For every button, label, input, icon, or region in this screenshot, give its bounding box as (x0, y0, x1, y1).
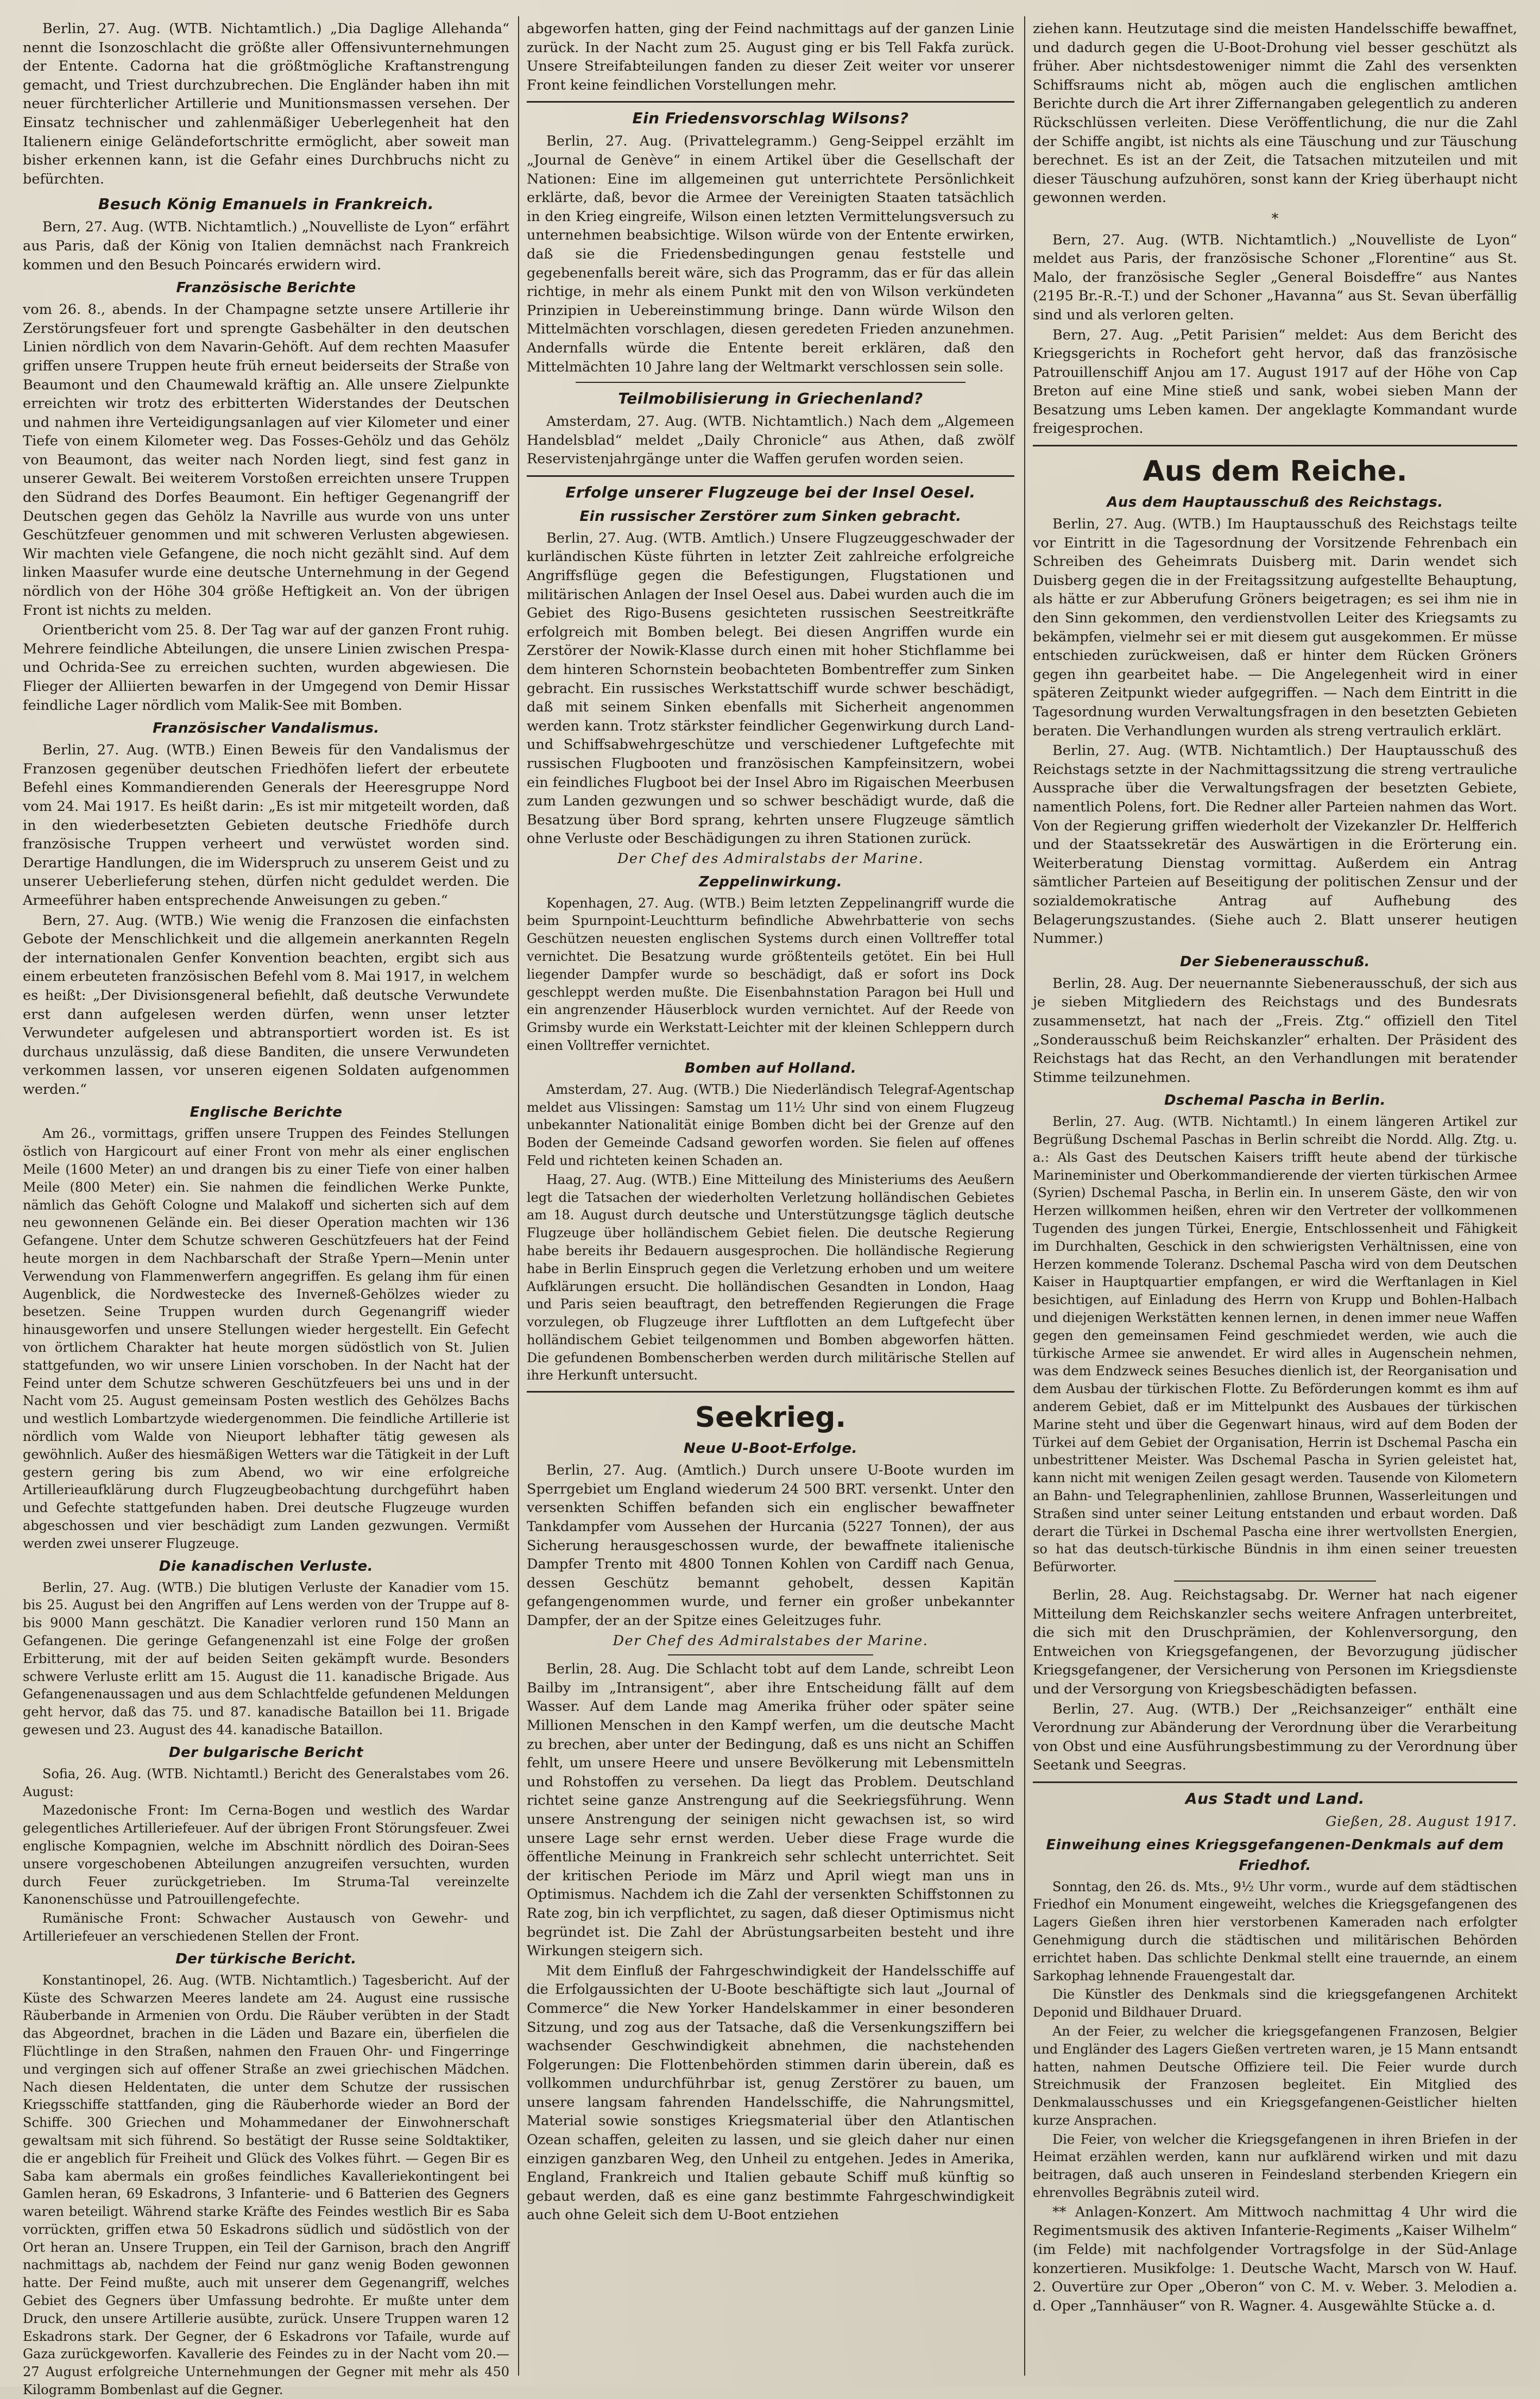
article-paragraph: Orientbericht vom 25. 8. Der Tag war auf der ganzen Front ruhig. Mehrere feindliche Abteilungen, die unsere Linien zwischen Prespa- und Ochrida-See zu erreichen suchten, wurden abgewiesen. Die Flieger der Alliierten bewarfen in der Umgegend von Demir Hissar feindliche Lager nördlich vom Malik-See mit Bomben. (23, 622, 509, 714)
article-paragraph: Rumänische Front: Schwacher Austausch von Gewehr- und Artilleriefeuer an verschiedenen Stellen der Front. (23, 1911, 509, 1944)
article-paragraph: vom 26. 8., abends. In der Champagne setzte unsere Artillerie ihr Zerstörungsfeuer fort und sprengte Gasbehälter in den deutschen Linien nördlich von dem Navarin-Gehöft. Auf dem rechten Maasufer griffen unsere Truppen heute früh erneut beiderseits der Straße von Beaumont und den Chaumewald kräftig an. Alle unsere Zielpunkte erreichten wir trotz des erbitterten Widerstandes der Deutschen und nahmen ihre Verteidigungsanlagen auf vier Kilometer und einer Tiefe von einem Kilometer weg. Das Fosses-Gehölz und das Gehölz von Beaumont, das weiter nach Norden liegt, sind fest ganz in unserer Gewalt. Bei weiterem Vorstoßen erreichten unsere Truppen den Südrand des Dorfes Beaumont. Ein heftiger Gegenangriff der Deutschen gegen das Gehölz la Navrille aus wurde von uns unter Geschützfeuer genommen und mit schweren Verlusten abgewiesen. Wir machten viele Gefangene, die noch nicht gezählt sind. Auf dem linken Maasufer wurde eine deutsche Unternehmung in der Gegend nördlich von der Höhe 304 größe Heftigkeit an. Von der übrigen Front ist nichts zu melden. (23, 301, 509, 619)
article-paragraph: Kopenhagen, 27. Aug. (WTB.) Beim letzten Zeppelinangriff wurde die beim Spurnpoint-Leuchtturm befindliche Abwehrbatterie von sechs Geschützen neuesten englischen Systems durch einen Volltreffer total vernichtet. Die Besatzung wurde größtenteils getötet. Ein bei Hull liegender Dampfer wurde so beschädigt, daß er sofort ins Dock geschleppt werden mußte. Die Eisenbahnstation Paragon bei Hull und ein angrenzender Häuserblock wurden vernichtet. Auf der Reede von Grimsby wurde ein Werkstatt-Leichter mit der kleinen Schleppern durch einen Volltreffer vernichtet. (527, 895, 1014, 1053)
article-paragraph: Die Künstler des Denkmals sind die kriegsgefangenen Architekt Deponid und Bildhauer Druard. (1033, 1987, 1517, 2020)
section-heading: Teilmobilisierung in Griechenland? (618, 389, 923, 408)
dateline: Gießen, 28. August 1917. (1325, 1813, 1517, 1830)
article-paragraph: Bern, 27. Aug. (WTB. Nichtamtlich.) „Nouvelliste de Lyon“ meldet aus Paris, der französische Schoner „Florentine“ aus St. Malo, der französische Segler „General Boisdeffre“ aus Nantes (2195 Br.-R.-T.) und der Schoner „Havanna“ aus St. Sevan überfällig sind und als verloren gelten. (1033, 231, 1517, 323)
separator-star: * (1271, 210, 1279, 227)
article-paragraph: Berlin, 27. Aug. (WTB. Nichtamtl.) In einem längeren Artikel zur Begrüßung Dschemal Paschas in Berlin schreibt die Nordd. Allg. Ztg. u. a.: Als Gast des Deutschen Kaisers trifft heute abend der türkische Marineminister und Oberkommandierende der vierten türkischen Armee (Syrien) Dschemal Pascha, in Berlin ein. In unserem Gäste, den wir von Herzen willkommen heißen, ehren wir den Vertreter der vollkommenen Tugenden des jungen Türkei, Energie, Entschlossenheit und Fähigkeit im Durchhalten, Geschick in den schwierigsten Verhältnissen, eine von Herzen kommende Toleranz. Dschemal Pascha wird von dem Deutschen Kaiser in Hauptquartier empfangen, er wird die Werftanlagen in Kiel besichtigen, auf Einladung des Herrn von Krupp und Bohlen-Halbach und diejenigen Werkstätten kennen lernen, in denen immer neue Waffen gegen den gemeinsamen Feind geschmiedet werden, wie auch die türkische Armee sie anwendet. Er wird alles in Augenschein nehmen, was dem Endzweck seines Besuches dienlich ist, der Reorganisation und dem Ausbau der türkischen Flotte. Zu Beförderungen kommt es ihm auf anderem Gebiet, daß er im Mittelpunkt des Ausbaues der türkischen Marine steht und über die Gegenwart hinaus, wird auf dem Boden der Türkei auf dem Gebiet der Organisation, Herrin ist Dschemal Pascha ein unbestrittener Meister. Was Dschemal Pascha in Syrien geleistet hat, kann nicht mit wenigen Zeilen gesagt werden. Tausende von Kilometern an Bahn- und Telegraphenlinien, zahllose Brunnen, Wasserleitungen und Straßen sind unter seiner Leitung entstanden und erbaut worden. Daß derart die Türkei in Dschemal Pascha eine ihrer wertvollsten Energien, so hat das deutsch-türkische Bündnis in ihm einen seiner treuesten Befürworter. (1033, 1114, 1517, 1575)
section-heading: Der bulgarische Bericht (168, 1744, 364, 1761)
section-heading: Französische Berichte (176, 280, 356, 297)
divider (576, 382, 965, 383)
column-rule (518, 16, 519, 2376)
divider (527, 475, 1014, 477)
section-subheading: Neue U-Boot-Erfolge. (683, 1440, 858, 1457)
article-paragraph: Haag, 27. Aug. (WTB.) Eine Mitteilung des Ministeriums des Aeußern legt die Tatsachen der wiederholten Verletzung holländischen Gebietes am 18. August durch deutsche und Unterstützungsge täglich deutsche Flugzeuge über holländischem Gebiet fielen. Die deutsche Regierung habe bereits ihr Bedauern ausgesprochen. Die holländische Regierung habe in Berlin Einspruch gegen die Verletzung erhoben und um weitere Aufklärungen ersucht. Die holländischen Gesandten in London, Haag und Paris seien beauftragt, den betreffenden Regierungen die Frage vorzulegen, ob Flugzeuge ihrer Luftflotten an dem Luftgefecht über holländischem Gebiet teilgenommen und Bomben abgeworfen hätten. Die gefundenen Bombenscherben werden durch militärische Stellen auf ihre Herkunft untersucht. (527, 1172, 1014, 1383)
article-paragraph: Bern, 27. Aug. „Petit Parisien“ meldet: Aus dem Bericht des Kriegsgerichts in Rochefort geht hervor, daß das französische Patrouillenschiff Anjou am 17. August 1917 auf der Höhe von Cap Breton auf eine Mine stieß und sank, wobei sieben Mann der Besatzung ums Leben kamen. Der angeklagte Kommandant wurde freigesprochen. (1033, 326, 1517, 437)
section-heading: Besuch König Emanuels in Frankreich. (98, 195, 434, 213)
article-paragraph: Berlin, 27. Aug. (WTB. Nichtamtlich.) Der Hauptausschuß des Reichstags setzte in der Nachmittagssitzung die streng vertrauliche Aussprache über die Verwaltungsfragen der besetzten Gebiete, namentlich Polens, fort. Die Redner aller Parteien nahmen das Wort. Von der Regierung griffen wiederholt der Vizekanzler Dr. Helfferich und der Staatssekretär des Auswärtigen in die Erörterung ein. Weiterberatung Dienstag vormittag. Außerdem ein Antrag sämtlicher Parteien auf Beseitigung der politischen Zensur und der sozialdemokratische Antrag auf Aufhebung des Belagerungszustandes. (Siehe auch 2. Blatt unserer heutigen Nummer.) (1033, 742, 1517, 947)
article-paragraph: Berlin, 28. Aug. Der neuernannte Siebenerausschuß, der sich aus je sieben Mitgliedern des Reichstags und des Bundesrats zusammensetzt, hat nach der „Freis. Ztg.“ offiziell den Titel „Sonderausschuß beim Reichskanzler“ erhalten. Der Präsident des Reichstags hat das Recht, an den Verhandlungen mit beratender Stimme teilzunehmen. (1033, 975, 1517, 1086)
divider (527, 1391, 1014, 1393)
divider (527, 101, 1014, 103)
article-paragraph: Bern, 27. Aug. (WTB.) Wie wenig die Franzosen die einfachsten Gebote der Menschlichkeit und die allgemein anerkannten Regeln der internationalen Genfer Konvention beachten, ergibt sich aus einem erbeuteten französischen Befehl vom 8. Mai 1917, in welchem es heißt: „Der Divisionsgeneral befiehlt, daß deutsche Verwundete erst dann aufgelesen werden dürfen, wenn unser letzter Verwundeter aufgelesen und abtransportiert worden ist. Es ist durchaus unzulässig, daß diese Banditen, die unsere Verwundeten verkommen lassen, vor unseren eigenen Soldaten aufgenommen werden.“ (23, 912, 509, 1098)
article-paragraph: Sonntag, den 26. ds. Mts., 9½ Uhr vorm., wurde auf dem städtischen Friedhof ein Monument eingeweiht, welches die Kriegsgefangenen des Lagers Gießen ihren hier verstorbenen Kameraden nach erfolgter Genehmigung durch die städtischen und militärischen Behörden errichtet haben. Das schlichte Denkmal stellt eine trauernde, an einem Sarkophag lehnende Frauengestalt dar. (1033, 1879, 1517, 1984)
article-paragraph: ** Anlagen-Konzert. Am Mittwoch nachmittag 4 Uhr wird die Regimentsmusik des aktiven Infanterie-Regiments „Kaiser Wilhelm“ (im Felde) mit nachfolgender Vortragsfolge in der Süd-Anlage konzertieren. Musikfolge: 1. Deutsche Wacht, Marsch von W. Hauf. 2. Ouvertüre zur Oper „Oberon“ von C. M. v. Weber. 3. Melodien a. d. Oper „Tannhäuser“ von R. Wagner. 4. Ausgewählte Stücke a. d. (1033, 2203, 1517, 2314)
article-paragraph: Mit dem Einfluß der Fahrgeschwindigkeit der Handelsschiffe auf die Erfolgaussichten der U-Boote beschäftigte sich laut „Journal of Commerce“ die New Yorker Handelskammer in einer besonderen Sitzung, und zog aus der Tatsache, daß die Versenkungsziffern bei wachsender Geschwindigkeit abnehmen, die nachstehenden Folgerungen: Die Flottenbehörden stimmen darin überein, daß es vollkommen undurchführbar ist, genug Zerstörer zu bauen, um unsere langsam fahrenden Handelsschiffe, die Nahrungsmittel, Material sowie sonstiges Kriegsmaterial über den Atlantischen Ozean schaffen, geleiten zu lassen, und sie gleich daher nur einen einzigen ganzbaren Weg, den Unheil zu entgehen. Jedes in Amerika, England, Frankreich und Italien gebaute Schiff muß künftig so gebaut werden, daß es eine ganz bestimmte Fahrgeschwindigkeit auch ohne Geleit sich dem U-Boot entziehen (527, 1962, 1014, 2224)
divider (1033, 445, 1517, 446)
article-paragraph: Berlin, 27. Aug. (WTB.) Der „Reichsanzeiger“ enthält eine Verordnung zur Abänderung der Verordnung über die Verarbeitung von Obst und eine Ausführungsbestimmung zu der Verordnung über Seetank und Seegras. (1033, 1701, 1517, 1774)
article-paragraph: Am 26., vormittags, griffen unsere Truppen des Feindes Stellungen östlich von Hargicourt auf einer Front von mehr als einer englischen Meile (1600 Meter) an und drangen bis zu einer Tiefe von einer halben Meile (800 Meter) ein. Sie nahmen die feindlichen Werke Punkte, nämlich das Gehöft Cologne und Malakoff und sicherten sich auf dem neu gewonnenen Gelände ein. Bei dieser Operation machten wir 136 Gefangene. Unter dem Schutze schweren Geschützfeuers hat der Feind heute morgen in dem Nachbarschaft der Straße Ypern—Menin unter Verwendung von Flammenwerfern angegriffen. Es gelang ihm für einen Augenblick, die Nordwestecke des Inverneß-Gehölzes wieder zu besetzen. Seine Truppen wurden durch Gegenangriff wieder hinausgeworfen und unsere Stellungen wieder hergestellt. Ein Gefecht von örtlichem Charakter hat heute morgen südöstlich von St. Julien stattgefunden, wo wir unsere Linien vorschoben. In der Nacht hat der Feind unter dem Schutze schweren Geschützfeuers bei uns und in der Nacht vom 25. August gemeinsam Posten westlich des Gehölzes Bachs und westlich Lombartzyde wiedergenommen. Die feindliche Artillerie ist nördlich vom Walde von Nieuport lebhafter tätig gewesen als gewöhnlich. Außer des hiesmäßigen Wetters war die Tätigkeit in der Luft gestern gering bis zum Abend, wo wir eine erfolgreiche Artillerieaufklärung durch Flugzeugbeobachtung durchgeführt haben und Gefechte stattgefunden haben. Drei deutsche Flugzeuge wurden abgeschossen und vier beschädigt zum Landen gezwungen. Vermißt werden zwei unserer Flugzeuge. (23, 1126, 509, 1551)
section-title: Aus Stadt und Land. (1185, 1789, 1365, 1808)
divider (668, 1654, 873, 1655)
section-heading: Zeppelinwirkung. (698, 873, 843, 890)
article-paragraph: Konstantinopel, 26. Aug. (WTB. Nichtamtlich.) Tagesbericht. Auf der Küste des Schwarzen Meeres landete am 24. August eine russische Räuberbande in Armenien von Ordu. Die Räuber verübten in der Stadt das Abgeordnet, brachen in die Läden und Bazare ein, überfielen die Flüchtlinge in den Straßen, nahmen den Frauen Ohr- und Fingerringe und vergingen sich auf offener Straße an zwei griechischen Mädchen. Nach diesen Heldentaten, die unter dem Schutze der russischen Kriegsschiffe stattfanden, ging die Räuberhorde wieder an Bord der Schiffe. 300 Griechen und Mohammedaner der Einwohnerschaft gewaltsam mit sich führend. So bestätigt der Russe seine Soldtaktiker, die er angeblich für Freiheit und Glück des Volkes führt. — Gegen Bir es Saba kam abermals ein großes feindliches Kavalleriekontingent bei Gamlen heran, 69 Eskadrons, 3 Infanterie- und 6 Batterien des Gegners waren beteiligt. Während starke Kräfte des Feindes westlich Bir es Saba vorrückten, griffen etwa 50 Eskadrons südlich und südöstlich von der Ort heran an. Unsere Truppen, ein Teil der Garnison, brach den Angriff nachmittags ab, nachdem der Feind nur ganz wenig Boden gewonnen hatte. Der Feind mußte, auch mit unserer dem Gegenangriff, welches Gebiet des Gegners über Umfassung bedrohte. Er mußte unter dem Druck, den unsere Artillerie ausübte, zurück. Unsere Truppen waren 12 Eskadrons stark. Der Gegner, der 6 Eskadrons vor Tafaile, wurde auf Gaza zurückgeworfen. Kavallerie des Feindes zu in der Nacht vom 20.—27 August erfolgreiche Unternehmungen der Gegner mit mehr als 450 Kilogramm Bombenlast auf die Gegner. (23, 1972, 509, 2398)
section-heading: Der türkische Bericht. (175, 1950, 357, 1967)
article-paragraph: Berlin, 27. Aug. (Privattelegramm.) Geng-Seippel erzählt im „Journal de Genève“ in einem Artikel über die Gesellschaft der Nationen: Eine im allgemeinen gut unterrichtete Persönlichkeit erklärte, daß, bevor die Armee der Vereinigten Staaten tatsächlich in den Krieg eingreife, Wilson einen letzten Vermittelungsversuch zu unternehmen beabsichtige. Wilson würde von der Entente erwirken, daß sie die Friedensbedingungen genau feststelle und gegebenenfalls bereit wäre, sich das Programm, das er für das allein richtige, in mehr als einem Punkt mit den von Wilson verkündeten Prinzipien in Uebereinstimmung bringe. Dann würde Wilson den Mittelmächten vorschlagen, diesen geredeten Frieden anzunehmen. Andernfalls würde die Entente bereit erklären, daß den Mittelmächten 10 Jahre lang der Weltmarkt verschlossen sein solle. (527, 133, 1014, 375)
article-paragraph: Bern, 27. Aug. (WTB. Nichtamtlich.) „Nouvelliste de Lyon“ erfährt aus Paris, daß der König von Italien demnächst nach Frankreich kommen und den Besuch Poincarés erwidern wird. (23, 219, 509, 273)
article-paragraph: Berlin, 28. Aug. Die Schlacht tobt auf dem Lande, schreibt Leon Bailby im „Intransigent“, aber ihre Entscheidung fällt auf dem Wasser. Auf dem Lande mag Amerika früher oder später seine Millionen Menschen in den Kampf werfen, um die deutsche Macht zu brechen, aber unter der Bedingung, daß es uns nicht an Schiffen fehlt, um unsere Heere und unsere Bevölkerung mit Lebensmitteln und Rohstoffen zu versehen. Da liegt das Problem. Deutschland richtet seine ganze Anstrengung auf die Seekriegsführung. Wenn unsere Anstrengung der seinigen nicht gewachsen ist, so wird unsere Lage sehr ernst werden. Ueber diese Frage wurde die öffentliche Meinung in Frankreich sehr schlecht unterrichtet. Seit der kritischen Periode im März und April wiegt man uns in Optimismus. Nachdem ich die Zahl der versenkten Schiffstonnen zu Rate zog, bin ich verpflichtet, zu sagen, daß dieser Optimismus nicht begründet ist. Die Zahl der Abrüstungsarbeiten besteht und ihre Wirkungen steigern sich. (527, 1661, 1014, 1960)
section-heading: Ein Friedensvorschlag Wilsons? (632, 109, 909, 128)
article-paragraph: ziehen kann. Heutzutage sind die meisten Handelsschiffe bewaffnet, und dadurch gegen die U-Boot-Drohung viel besser geschützt als früher. Aber nichtsdestoweniger nimmt die Zahl des versenkten Schiffsraums nicht ab, mögen auch die englischen amtlichen Berichte durch die Art ihrer Ziffernangaben gelegentlich zu anderen Rückschlüssen verleiten. Diese Veröffentlichung, die nur die Zahl der Schiffe angibt, ist nichts als eine Täuschung und zur Täuschung berechnet. Es ist an der Zeit, die Tatsachen mitzuteilen und mit dieser Täuschung aufzuhören, sonst kann der Krieg überhaupt nicht gewonnen werden. (1033, 21, 1517, 206)
signature-line: Der Chef des Admiralstabes der Marine. (613, 1632, 929, 1649)
section-title: Seekrieg. (695, 1401, 847, 1434)
article-paragraph: Amsterdam, 27. Aug. (WTB.) Die Niederländisch Telegraf-Agentschap meldet aus Vlissingen: Samstag um 11½ Uhr sind von einem Flugzeug unbekannter Nationalität einige Bomben dicht bei der Grenze auf den Boden der Gemeinde Cadsand geworfen worden. Sie fielen auf offenes Feld und richteten keinen Schaden an. (527, 1081, 1014, 1168)
column-1 (23, 20, 509, 2398)
section-title: Aus dem Reiche. (1143, 455, 1408, 488)
article-paragraph: Berlin, 27. Aug. (WTB. Amtlich.) Unsere Flugzeuggeschwader der kurländischen Küste führten in letzter Zeit zahlreiche erfolgreiche Angriffsflüge gegen die Befestigungen, Flugstationen und militärischen Anlagen der Insel Oesel aus. Dabei wurden auch die im Gebiet des Rigo-Busens gesichteten russischen Seestreitkräfte erfolgreich mit Bomben belegt. Bei diesen Angriffen wurde ein Zerstörer der Nowik-Klasse durch einen mit hoher Stichflamme bei dem hinteren Schornstein beobachteten Bombentreffer zum Sinken gebracht. Ein russisches Werkstattschiff wurde schwer beschädigt, daß mit seinem Sinken ebenfalls mit Sicherheit angenommen werden kann. Trotz stärkster feindlicher Gegenwirkung durch Land- und Schiffsabwehrgeschütze und verschiedener Luftgefechte mit russischen Flugbooten und französischen Kampfeinsitzern, wobei ein feindliches Flugboot bei der Insel Abro im Rigaischen Meerbusen zum Landen gezwungen und so schwer beschädigt wurde, daß die Besatzung über Bord sprang, kehrten unsere Flugzeuge sämtlich ohne Verluste oder Beschädigungen zu ihren Stationen zurück. (527, 530, 1014, 847)
article-paragraph: Berlin, 27. Aug. (WTB.) Einen Beweis für den Vandalismus der Franzosen gegenüber deutschen Friedhöfen liefert der erbeutete Befehl eines Kommandierenden Generals der Heeresgruppe Nord vom 24. Mai 1917. Es heißt darin: „Es ist mir mitgeteilt worden, daß in den wiederbesetzten Gebieten deutsche Friedhöfe durch französische Truppen verheert und verwüstet worden sind. Derartige Handlungen, die im Widerspruch zu unserem Geist und zu unserer Ueberlieferung stehen, dürfen nicht geduldet werden. Die Armeeführer haben entsprechende Anweisungen zu geben.“ (23, 742, 509, 909)
article-paragraph: Die Feier, von welcher die Kriegsgefangenen in ihren Briefen in der Heimat erzählen werden, kann nur aufklärend wirken und mit dazu beitragen, daß auch unseren in Feindesland sterbenden Kriegern ein ehrenvolles Begräbnis zuteil wird. (1033, 2131, 1517, 2201)
section-heading: Einweihung eines Kriegsgefangenen-Denkmals auf dem Friedhof. (1046, 1836, 1504, 1874)
article-paragraph: Berlin, 27. Aug. (WTB.) Die blutigen Verluste der Kanadier vom 15. bis 25. August bei den Angriffen auf Lens werden von der Truppe auf 8- bis 9000 Mann geschätzt. Die Kanadier verloren rund 150 Mann an Gefangenen. Die geringe Gefangenenzahl ist eine Folge der großen Erbitterung, mit der auf beiden Seiten gekämpft wurde. Besonders schwere Verluste erlitt am 15. August die 11. kanadische Brigade. Aus Gefangenenaussagen und aus dem Schlachtfelde gefundenen Meldungen geht hervor, daß das 75. und 87. kanadische Bataillon bei 11. Brigade gewesen und 23. August des 44. kanadische Bataillon. (23, 1579, 509, 1737)
article-paragraph: Amsterdam, 27. Aug. (WTB. Nichtamtlich.) Nach dem „Algemeen Handelsblad“ meldet „Daily Chronicle“ aus Athen, daß zwölf Reservistenjahrgänge unter die Waffen gerufen worden seien. (527, 413, 1014, 468)
section-subheading: Ein russischer Zerstörer zum Sinken gebracht. (579, 508, 962, 525)
column-rule (1024, 16, 1025, 2376)
signature-line: Der Chef des Admiralstabs der Marine. (617, 850, 924, 867)
article-paragraph: Sofia, 26. Aug. (WTB. Nichtamtl.) Bericht des Generalstabes vom 26. August: (23, 1766, 509, 1799)
article-paragraph: Mazedonische Front: Im Cerna-Bogen und westlich des Wardar gelegentliches Artilleriefeuer. Auf der übrigen Front Störungsfeuer. Zwei englische Kompagnien, welche im Abschnitt nördlich des Doiran-Sees unsere vorgeschobenen Abteilungen anzugreifen versuchten, wurden durch Feuer zurückgetrieben. Im Struma-Tal vereinzelte Kanonenschüsse und Patrouillengefechte. (23, 1803, 509, 1907)
column-2 (527, 20, 1014, 2370)
section-subheading: Aus dem Hauptausschuß des Reichstags. (1107, 494, 1443, 511)
divider (1174, 1581, 1376, 1582)
article-paragraph: An der Feier, zu welcher die kriegsgefangenen Franzosen, Belgier und Engländer des Lagers Gießen vertreten waren, je 15 Mann entsandt hatten, nahmen Deutsche Offiziere teil. Die Feier wurde durch Streichmusik der Franzosen begleitet. Ein Mitglied des Denkmalausschusses und ein Kriegsgefangenen-Geistlicher hielten kurze Ansprachen. (1033, 2023, 1517, 2128)
section-heading: Die kanadischen Verluste. (159, 1558, 374, 1575)
divider (1033, 1781, 1517, 1783)
column-3 (1033, 20, 1517, 2370)
article-paragraph: abgeworfen hatten, ging der Feind nachmittags auf der ganzen Linie zurück. In der Nacht zum 25. August ging er bis Tell Fakfa zurück. Unsere Streifabteilungen fanden zu dieser Zeit weiter vor unserer Front keine feindlichen Vorstellungen mehr. (527, 21, 1014, 93)
article-paragraph: Berlin, 27. Aug. (WTB.) Im Hauptausschuß des Reichstags teilte vor Eintritt in die Tagesordnung der Vorsitzende Fehrenbach ein Schreiben des Geheimrats Duisberg mit. Darin wendet sich Duisberg gegen die in der Freitagssitzung aufgestellte Behauptung, als hätte er zur Abberufung Gröners beigetragen; es sei ihm nie in den Sinn gekommen, den verdienstvollen Leiter des Kriegsamts zu bekämpfen, vielmehr sei er mit diesem gut ausgekommen. Er müsse entschieden zurückweisen, daß er hinter dem Rücken Gröners gegen ihn gearbeitet habe. — Die Angelegenheit wird in einer späteren Zeitpunkt wieder aufgegriffen. — Nach dem Eintritt in die Tagesordnung wurden Verwaltungsfragen in den besetzten Gebieten beraten. Die Verhandlungen wurden als streng vertraulich erklärt. (1033, 516, 1517, 739)
section-heading: Dschemal Pascha in Berlin. (1164, 1092, 1386, 1109)
section-heading: Bomben auf Holland. (684, 1060, 857, 1076)
section-heading: Französischer Vandalismus. (153, 720, 380, 737)
article-paragraph: Berlin, 27. Aug. (WTB. Nichtamtlich.) „Dia Daglige Allehanda“ nennt die Isonzoschlacht die größte aller Offensivunternehmungen der Entente. Cadorna hat die größtmögliche Kraftanstrengung gemacht, und Triest durchzubrechen. Die Engländer haben ihn mit neuer fürchterlicher Artillerie und Munitionsmassen versehen. Der Einsatz technischer und zahlenmäßiger Ueberlegenheit hat den Italienern einige Geländefortschritte ermöglicht, aber soweit man bisher erkennen kann, ist die Gefahr eines Durchbruchs nicht zu befürchten. (23, 21, 509, 187)
section-heading: Der Siebenerausschuß. (1179, 953, 1371, 970)
article-paragraph: Berlin, 27. Aug. (Amtlich.) Durch unsere U-Boote wurden im Sperrgebiet um England wiederum 24 500 BRT. versenkt. Unter den versenkten Schiffen befanden sich ein englischer bewaffneter Tankdampfer vom Aussehen der Hurcania (5227 Tonnen), der aus Sicherung herausgeschossen wurde, der bewaffnete italienische Dampfer Trento mit 4800 Tonnen Kohlen von Cardiff nach Genua, dessen Geschütz bemannt gehobelt, dessen Kapitän gefangengenommen wurde, und ferner ein großer unbekannter Dampfer, der an der Spitze eines Geleitzuges fuhr. (527, 1462, 1014, 1629)
section-heading: Erfolge unserer Flugzeuge bei der Insel Oesel. (565, 483, 976, 501)
section-heading: Englische Berichte (190, 1104, 343, 1121)
article-paragraph: Berlin, 28. Aug. Reichstagsabg. Dr. Werner hat nach eigener Mitteilung dem Reichskanzler sechs weitere Anfragen unterbreitet, die sich mit den Druschprämien, der Kohlenversorgung, den Entweichen von Kriegsgefangenen, der Bevorzugung jüdischer Kriegsgefangener, der Versicherung von Personen im Kriegsdienste und der Versorgung von Kriegsbeschädigten befassen. (1033, 1587, 1517, 1697)
